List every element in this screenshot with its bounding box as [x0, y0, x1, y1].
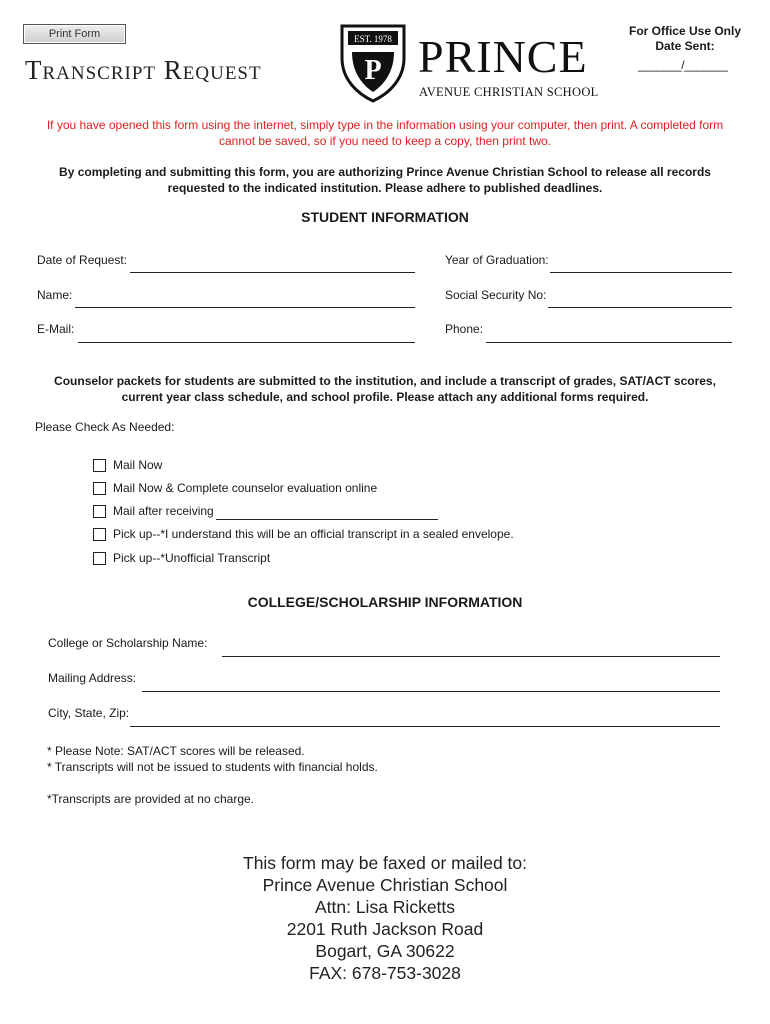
check-option-label: Mail Now — [113, 458, 163, 472]
office-use-title: For Office Use Only — [628, 24, 742, 38]
logo-monogram: P — [364, 55, 382, 86]
checklist-label: Please Check As Needed: — [35, 420, 175, 434]
note-no-charge: *Transcripts are provided at no charge. — [47, 792, 254, 806]
logo-name: PRINCE — [418, 31, 588, 82]
checkbox[interactable] — [93, 459, 106, 472]
year-of-graduation-field[interactable] — [550, 272, 732, 273]
college-info-heading: COLLEGE/SCHOLARSHIP INFORMATION — [247, 594, 523, 610]
check-option-mail-after[interactable] — [93, 503, 214, 519]
instructions-note: If you have opened this form using the internet, simply type in the information using your computer, then print. A completed form cannot be saved, so if you need to keep a copy, then print two. — [46, 118, 724, 148]
check-option-mail-now-evaluation[interactable] — [93, 480, 377, 496]
city-state-zip-field[interactable] — [130, 726, 720, 727]
print-form-button[interactable]: Print Form — [23, 24, 126, 44]
school-shield-logo — [338, 22, 408, 104]
mailing-instructions — [0, 852, 770, 984]
ssn-field[interactable] — [548, 307, 732, 308]
note-sat-act: * Please Note: SAT/ACT scores will be released. — [47, 744, 305, 758]
footer-line: FAX: 678-753-3028 — [309, 963, 461, 983]
city-state-zip-label: City, State, Zip: — [48, 706, 130, 720]
mailing-address-label: Mailing Address: — [48, 671, 137, 685]
footer-line: Attn: Lisa Ricketts — [314, 897, 456, 917]
office-date-label: Date Sent: — [655, 39, 715, 53]
logo-est-text: EST. 1978 — [354, 34, 392, 44]
phone-field[interactable] — [486, 342, 732, 343]
footer-line: Bogart, GA 30622 — [315, 941, 455, 961]
date-of-request-field[interactable] — [130, 272, 415, 273]
mail-after-receiving-field[interactable] — [216, 519, 438, 520]
student-info-heading: STUDENT INFORMATION — [301, 209, 469, 225]
check-option-mail-now[interactable] — [93, 457, 162, 473]
phone-label: Phone: — [445, 322, 484, 336]
email-label: E-Mail: — [37, 322, 75, 336]
ssn-label: Social Security No: — [445, 288, 547, 302]
check-option-label: Pick up--*I understand this will be an official transcript in a sealed envelope. — [113, 527, 514, 541]
checkbox[interactable] — [93, 482, 106, 495]
check-option-label: Mail after receiving — [113, 504, 214, 518]
college-name-label: College or Scholarship Name: — [48, 636, 208, 650]
check-option-label: Pick up--*Unofficial Transcript — [113, 551, 271, 565]
footer-line: This form may be faxed or mailed to: — [243, 853, 527, 873]
name-field[interactable] — [75, 307, 415, 308]
name-label: Name: — [37, 288, 73, 302]
mailing-address-field[interactable] — [142, 691, 720, 692]
authorization-note: By completing and submitting this form, you are authorizing Prince Avenue Christian School to release all records requested to the indicated institution. Please adhere to published deadlines. — [59, 165, 711, 195]
email-field[interactable] — [78, 342, 415, 343]
check-option-pickup-official[interactable] — [93, 526, 514, 542]
college-name-field[interactable] — [222, 656, 720, 657]
checkbox[interactable] — [93, 505, 106, 518]
checkbox[interactable] — [93, 552, 106, 565]
logo-subtitle: AVENUE CHRISTIAN SCHOOL — [419, 85, 599, 99]
check-option-pickup-unofficial[interactable] — [93, 550, 270, 566]
office-date-blank: _______/_______ — [638, 58, 728, 72]
year-of-graduation-label: Year of Graduation: — [445, 253, 549, 267]
note-financial-holds: * Transcripts will not be issued to students with financial holds. — [47, 760, 378, 774]
checkbox[interactable] — [93, 528, 106, 541]
date-of-request-label: Date of Request: — [37, 253, 128, 267]
counselor-packet-note: Counselor packets for students are submitted to the institution, and include a transcript of grades, SAT/ACT scores, current year class schedule, and school profile. Please attach any additional forms required. — [54, 374, 716, 404]
form-title: Transcript Request — [25, 55, 262, 85]
check-option-label: Mail Now & Complete counselor evaluation online — [113, 481, 378, 495]
footer-line: 2201 Ruth Jackson Road — [286, 919, 484, 939]
footer-line: Prince Avenue Christian School — [262, 875, 508, 895]
